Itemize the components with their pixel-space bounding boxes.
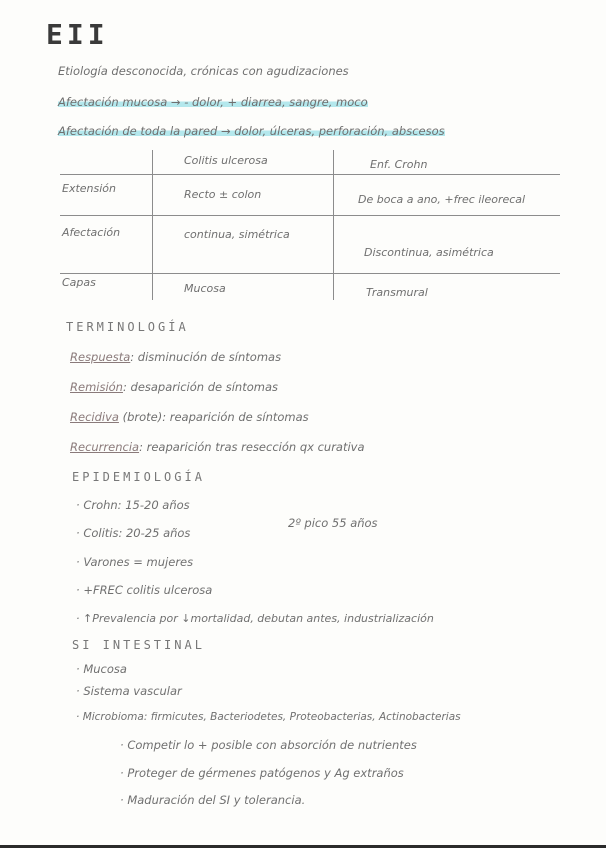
table-col-divider-1 bbox=[152, 150, 153, 300]
table-cell-uc: Mucosa bbox=[184, 282, 226, 295]
term-line bbox=[70, 440, 365, 454]
table-row-label: Afectación bbox=[62, 226, 121, 239]
epidemiology-item: · ↑Prevalencia por ↓mortalidad, debutan antes, industrialización bbox=[76, 612, 434, 625]
intro-line-2 bbox=[58, 95, 368, 109]
epidemiology-item-text: Colitis: 20-25 años bbox=[83, 526, 191, 540]
table-row-divider-2 bbox=[60, 273, 560, 274]
epidemiology-item: · Crohn: 15-20 años bbox=[76, 498, 190, 512]
table-cell-crohn: Transmural bbox=[366, 286, 428, 299]
second-peak-note: 2º pico 55 años bbox=[288, 516, 378, 530]
table-col-divider-2 bbox=[333, 150, 334, 300]
si-subitem-text: Maduración del SI y tolerancia. bbox=[127, 793, 306, 807]
si-item-text: Sistema vascular bbox=[83, 684, 182, 698]
table-row-divider-1 bbox=[60, 215, 560, 216]
intro-text-1: Etiología desconocida, crónicas con agudizaciones bbox=[58, 64, 349, 78]
intro-line-1 bbox=[58, 64, 349, 78]
si-item: · Mucosa bbox=[76, 662, 127, 676]
term-definition: : disminución de síntomas bbox=[130, 350, 282, 364]
si-intestinal-heading: SI INTESTINAL bbox=[72, 638, 205, 652]
term-definition: : desaparición de síntomas bbox=[122, 380, 278, 394]
term-name: Recurrencia bbox=[70, 440, 140, 454]
si-subitem-text: Competir lo + posible con absorción de nutrientes bbox=[127, 738, 417, 752]
page-title: EII bbox=[46, 18, 109, 51]
term-line bbox=[70, 380, 278, 394]
intro-text-3: Afectación de toda la pared → dolor, úlceras, perforación, abscesos bbox=[58, 124, 445, 138]
si-subitem: · Maduración del SI y tolerancia. bbox=[120, 793, 306, 807]
term-definition: : reaparición tras resección qx curativa bbox=[139, 440, 365, 454]
si-item-text: Microbioma: firmicutes, Bacteriodetes, Proteobacterias, Actinobacterias bbox=[82, 711, 461, 723]
si-item: · Microbioma: firmicutes, Bacteriodetes, Proteobacterias, Actinobacterias bbox=[76, 711, 461, 723]
term-name: Recidiva bbox=[70, 410, 119, 424]
epidemiology-item-text: ↑Prevalencia por ↓mortalidad, debutan antes, industrialización bbox=[83, 612, 434, 625]
si-item: · Sistema vascular bbox=[76, 684, 182, 698]
si-subitem: · Competir lo + posible con absorción de nutrientes bbox=[120, 738, 417, 752]
table-cell-uc: continua, simétrica bbox=[184, 228, 290, 241]
epidemiology-item-text: Varones = mujeres bbox=[83, 555, 194, 569]
si-item-text: Mucosa bbox=[83, 662, 127, 676]
table-header-uc: Colitis ulcerosa bbox=[184, 154, 268, 167]
table-cell-crohn: Discontinua, asimétrica bbox=[364, 246, 494, 259]
term-line bbox=[70, 410, 309, 424]
term-name: Respuesta bbox=[70, 350, 131, 364]
term-line bbox=[70, 350, 281, 364]
term-name: Remisión bbox=[70, 380, 123, 394]
table-header-divider bbox=[60, 174, 560, 175]
table-cell-crohn: De boca a ano, +frec ileorecal bbox=[358, 193, 526, 206]
epidemiology-item-text: +FREC colitis ulcerosa bbox=[83, 583, 213, 597]
intro-line-3 bbox=[58, 124, 445, 138]
epidemiology-item-text: Crohn: 15-20 años bbox=[83, 498, 190, 512]
intro-text-2: Afectación mucosa → - dolor, + diarrea, sangre, moco bbox=[58, 95, 368, 109]
terminology-heading: TERMINOLOGÍA bbox=[66, 320, 189, 334]
table-row-label: Extensión bbox=[62, 182, 117, 195]
si-subitem: · Proteger de gérmenes patógenos y Ag extraños bbox=[120, 766, 404, 780]
table-header-crohn: Enf. Crohn bbox=[370, 158, 428, 171]
comparison-table bbox=[60, 150, 570, 300]
epidemiology-item: · Varones = mujeres bbox=[76, 555, 194, 569]
table-cell-uc: Recto ± colon bbox=[184, 188, 262, 201]
epidemiology-item: · Colitis: 20-25 años bbox=[76, 526, 191, 540]
epidemiology-item: · +FREC colitis ulcerosa bbox=[76, 583, 213, 597]
term-definition: (brote): reaparición de síntomas bbox=[118, 410, 309, 424]
table-row-label: Capas bbox=[62, 276, 96, 289]
epidemiology-heading: EPIDEMIOLOGÍA bbox=[72, 470, 205, 484]
si-subitem-text: Proteger de gérmenes patógenos y Ag extraños bbox=[127, 766, 404, 780]
